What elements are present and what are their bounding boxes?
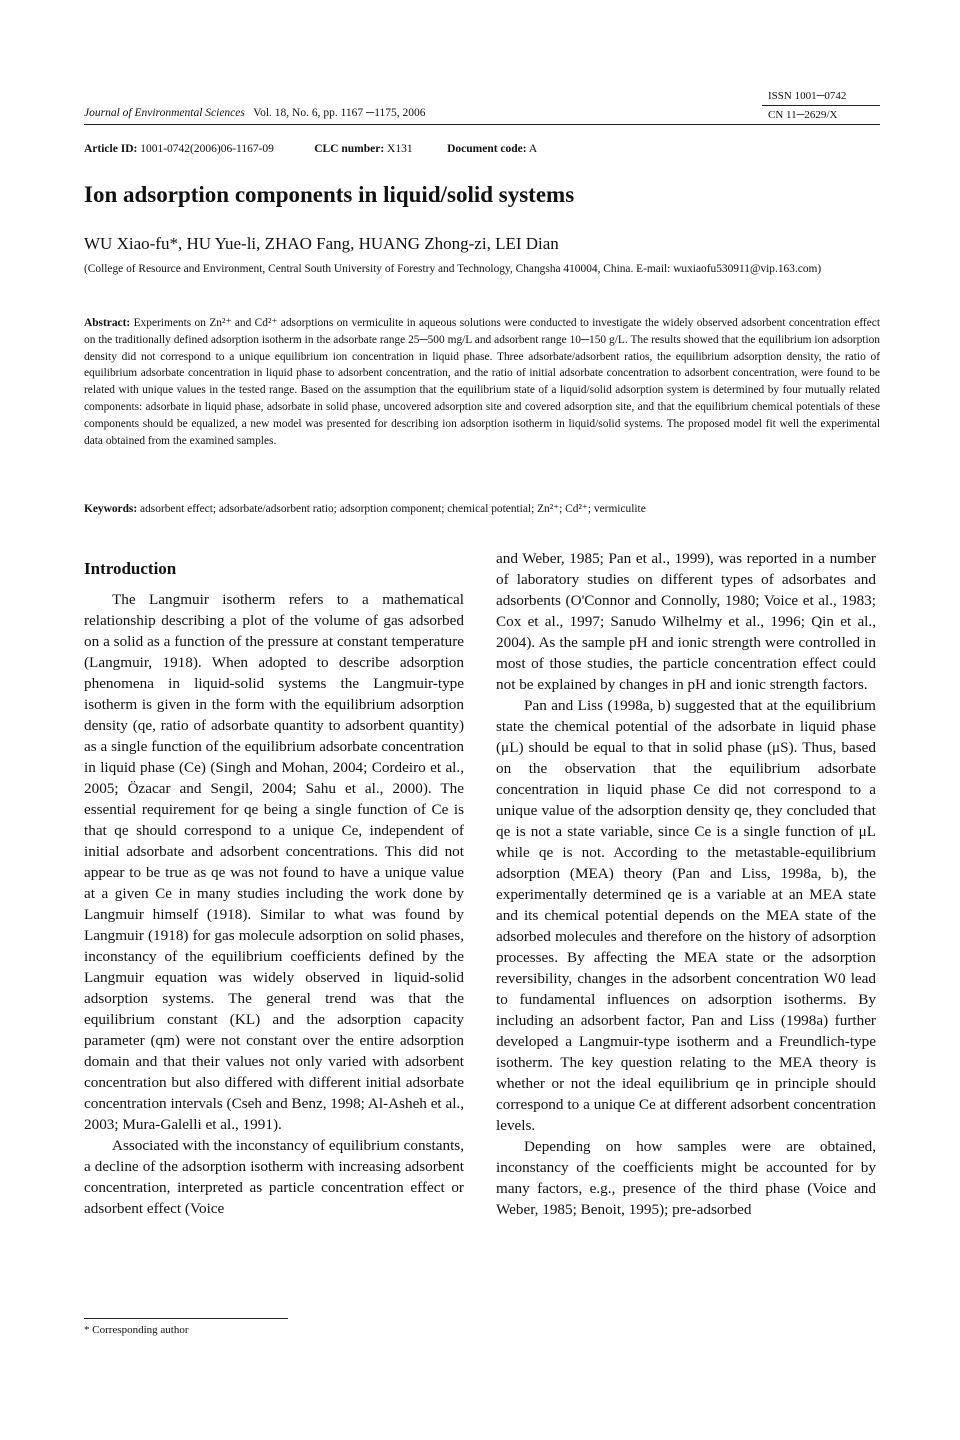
cn-number: CN 11─2629/X: [768, 109, 838, 121]
keywords: [84, 501, 880, 515]
header-rule-short: [762, 105, 880, 106]
article-meta: [84, 143, 537, 155]
affiliation: (College of Resource and Environment, Central South University of Forestry and Technology, Changsha 410004, China. E-mail: wuxiaofu530911@vip.163.com): [84, 263, 822, 275]
footnote-rule: [84, 1318, 288, 1319]
running-header: [84, 107, 426, 119]
section-heading-introduction: Introduction: [84, 559, 177, 578]
abstract: [84, 315, 880, 449]
footnote: * Corresponding author: [84, 1324, 189, 1336]
abstract-label: Abstract:: [84, 317, 131, 329]
issn: ISSN 1001─0742: [768, 90, 847, 102]
journal-name: Journal of Environmental Sciences: [84, 107, 245, 119]
document-code-label: Document code:: [447, 143, 527, 155]
journal-info: Vol. 18, No. 6, pp. 1167 ─1175, 2006: [253, 107, 426, 119]
clc-label: CLC number:: [314, 143, 385, 155]
intro-paragraph-2: Associated with the inconstancy of equilibrium constants, a decline of the adsorption isotherm with increasing adsorbent concentration, interpreted as particle concentration effect or adsorbent effect (Voice: [84, 1137, 464, 1217]
paper-title: Ion adsorption components in liquid/solid systems: [84, 182, 575, 207]
intro-paragraph-4: Depending on how samples were are obtained, inconstancy of the coefficients might be accounted for by many factors, e.g., presence of the third phase (Voice and Weber, 1985; Benoit, 1995); pre-adsorbed: [496, 1138, 876, 1218]
document-code: A: [528, 143, 538, 155]
intro-paragraph-2-continued: and Weber, 1985; Pan et al., 1999), was reported in a number of laboratory studies on different types of adsorbates and adsorbents (O'Connor and Connolly, 1980; Voice et al., 1983; Cox et al., 1997; Sanudo Wilhelmy et al., 1996; Qin et al., 2004). As the sample pH and ionic strength were controlled in most of those studies, the particle concentration effect could not be explained by changes in pH and ionic strength factors.: [496, 550, 876, 693]
clc-number: X131: [387, 143, 413, 155]
article-id: 1001-0742(2006)06-1167-09: [140, 143, 274, 155]
keywords-text: adsorbent effect; adsorbate/adsorbent ratio; adsorption component; chemical potential; Zn²⁺; Cd²⁺; vermiculite: [140, 503, 646, 515]
intro-paragraph-1: The Langmuir isotherm refers to a mathematical relationship describing a plot of the volume of gas adsorbed on a solid as a function of the pressure at constant temperature (Langmuir, 1918). When adopted to describe adsorption phenomena in liquid-solid systems the Langmuir-type isotherm is given in the form with the equilibrium adsorption density (qe, ratio of adsorbate quantity to adsorbent quantity) as a single function of the equilibrium adsorbate concentration in liquid phase (Ce) (Singh and Mohan, 2004; Cordeiro et al., 2005; Özacar and Sengil, 2004; Sahu et al., 2000). The essential requirement for qe being a single function of Ce is that qe should correspond to a unique Ce, independent of initial adsorbate and adsorbent concentrations. This did not appear to be true as qe was not found to have a unique value at a given Ce in many studies including the work done by Langmuir himself (1918). Similar to what was found by Langmuir (1918) for gas molecule adsorption on solid phases, inconstancy of the equilibrium coefficients defined by the Langmuir equation was widely observed in liquid-solid adsorption systems. The general trend was that the equilibrium constant (KL) and the adsorption capacity parameter (qm) were not constant over the entire adsorption domain and that their values not only varied with adsorbent concentration but also differed with different initial adsorbate concentration intervals (Cseh and Benz, 1998; Al-Asheh et al., 2003; Mura-Galelli et al., 1991).: [84, 591, 465, 1133]
left-column: [84, 548, 464, 1219]
authors: WU Xiao-fu*, HU Yue-li, ZHAO Fang, HUANG Zhong-zi, LEI Dian: [84, 234, 559, 253]
intro-paragraph-3: Pan and Liss (1998a, b) suggested that at the equilibrium state the chemical potential of the adsorbate in liquid phase (μL) should be equal to that in solid phase (μS). Thus, based on the observation that the equilibrium adsorbate concentration in liquid phase Ce did not correspond to a unique value of the adsorption density qe, they concluded that qe is not a state variable, since Ce is a single function of μL while qe is not. According to the metastable-equilibrium adsorption (MEA) theory (Pan and Liss, 1998a, b), the experimentally determined qe is a variable at an MEA state and its chemical potential depends on the MEA state of the adsorbed molecules and therefore on the history of adsorption processes. By affecting the MEA state or the adsorption reversibility, changes in the adsorbent concentration W0 lead to fundamental influences on adsorption isotherms. By including an adsorbent factor, Pan and Liss (1998a) further developed a Langmuir-type isotherm and a Freundlich-type isotherm. The key question relating to the MEA theory is whether or not the ideal equilibrium qe in principle should correspond to a unique Ce at different adsorbent concentration levels.: [496, 697, 876, 1134]
right-column: [496, 548, 876, 1220]
article-id-label: Article ID:: [84, 143, 138, 155]
keywords-label: Keywords:: [84, 503, 138, 515]
header-rule: [84, 124, 880, 125]
abstract-text: Experiments on Zn²⁺ and Cd²⁺ adsorptions on vermiculite in aqueous solutions were conducted to investigate the widely observed adsorbent concentration effect on the traditionally defined adsorption isotherm in the adsorbate range 25─500 mg/L and adsorbent range 10─150 g/L. The results showed that the equilibrium ion adsorption density did not correspond to a unique equilibrium ion concentration in liquid phase. Three adsorbate/adsorbent ratios, the equilibrium adsorption density, the ratio of equilibrium adsorbate concentration in liquid phase to adsorbent concentration, and the ratio of initial adsorbate concentration to adsorbent concentration, were found to be related with unique values in the tested range. Based on the assumption that the equilibrium state of a liquid/solid adsorption system is determined by four mutually related components: adsorbate in liquid phase, adsorbate in solid phase, uncovered adsorption site and covered adsorption site, and that the equilibrium chemical potentials of these components should be equalized, a new model was presented for describing ion adsorption isotherm in liquid/solid systems. The proposed model fit well the experimental data obtained from the examined samples.: [84, 317, 880, 447]
